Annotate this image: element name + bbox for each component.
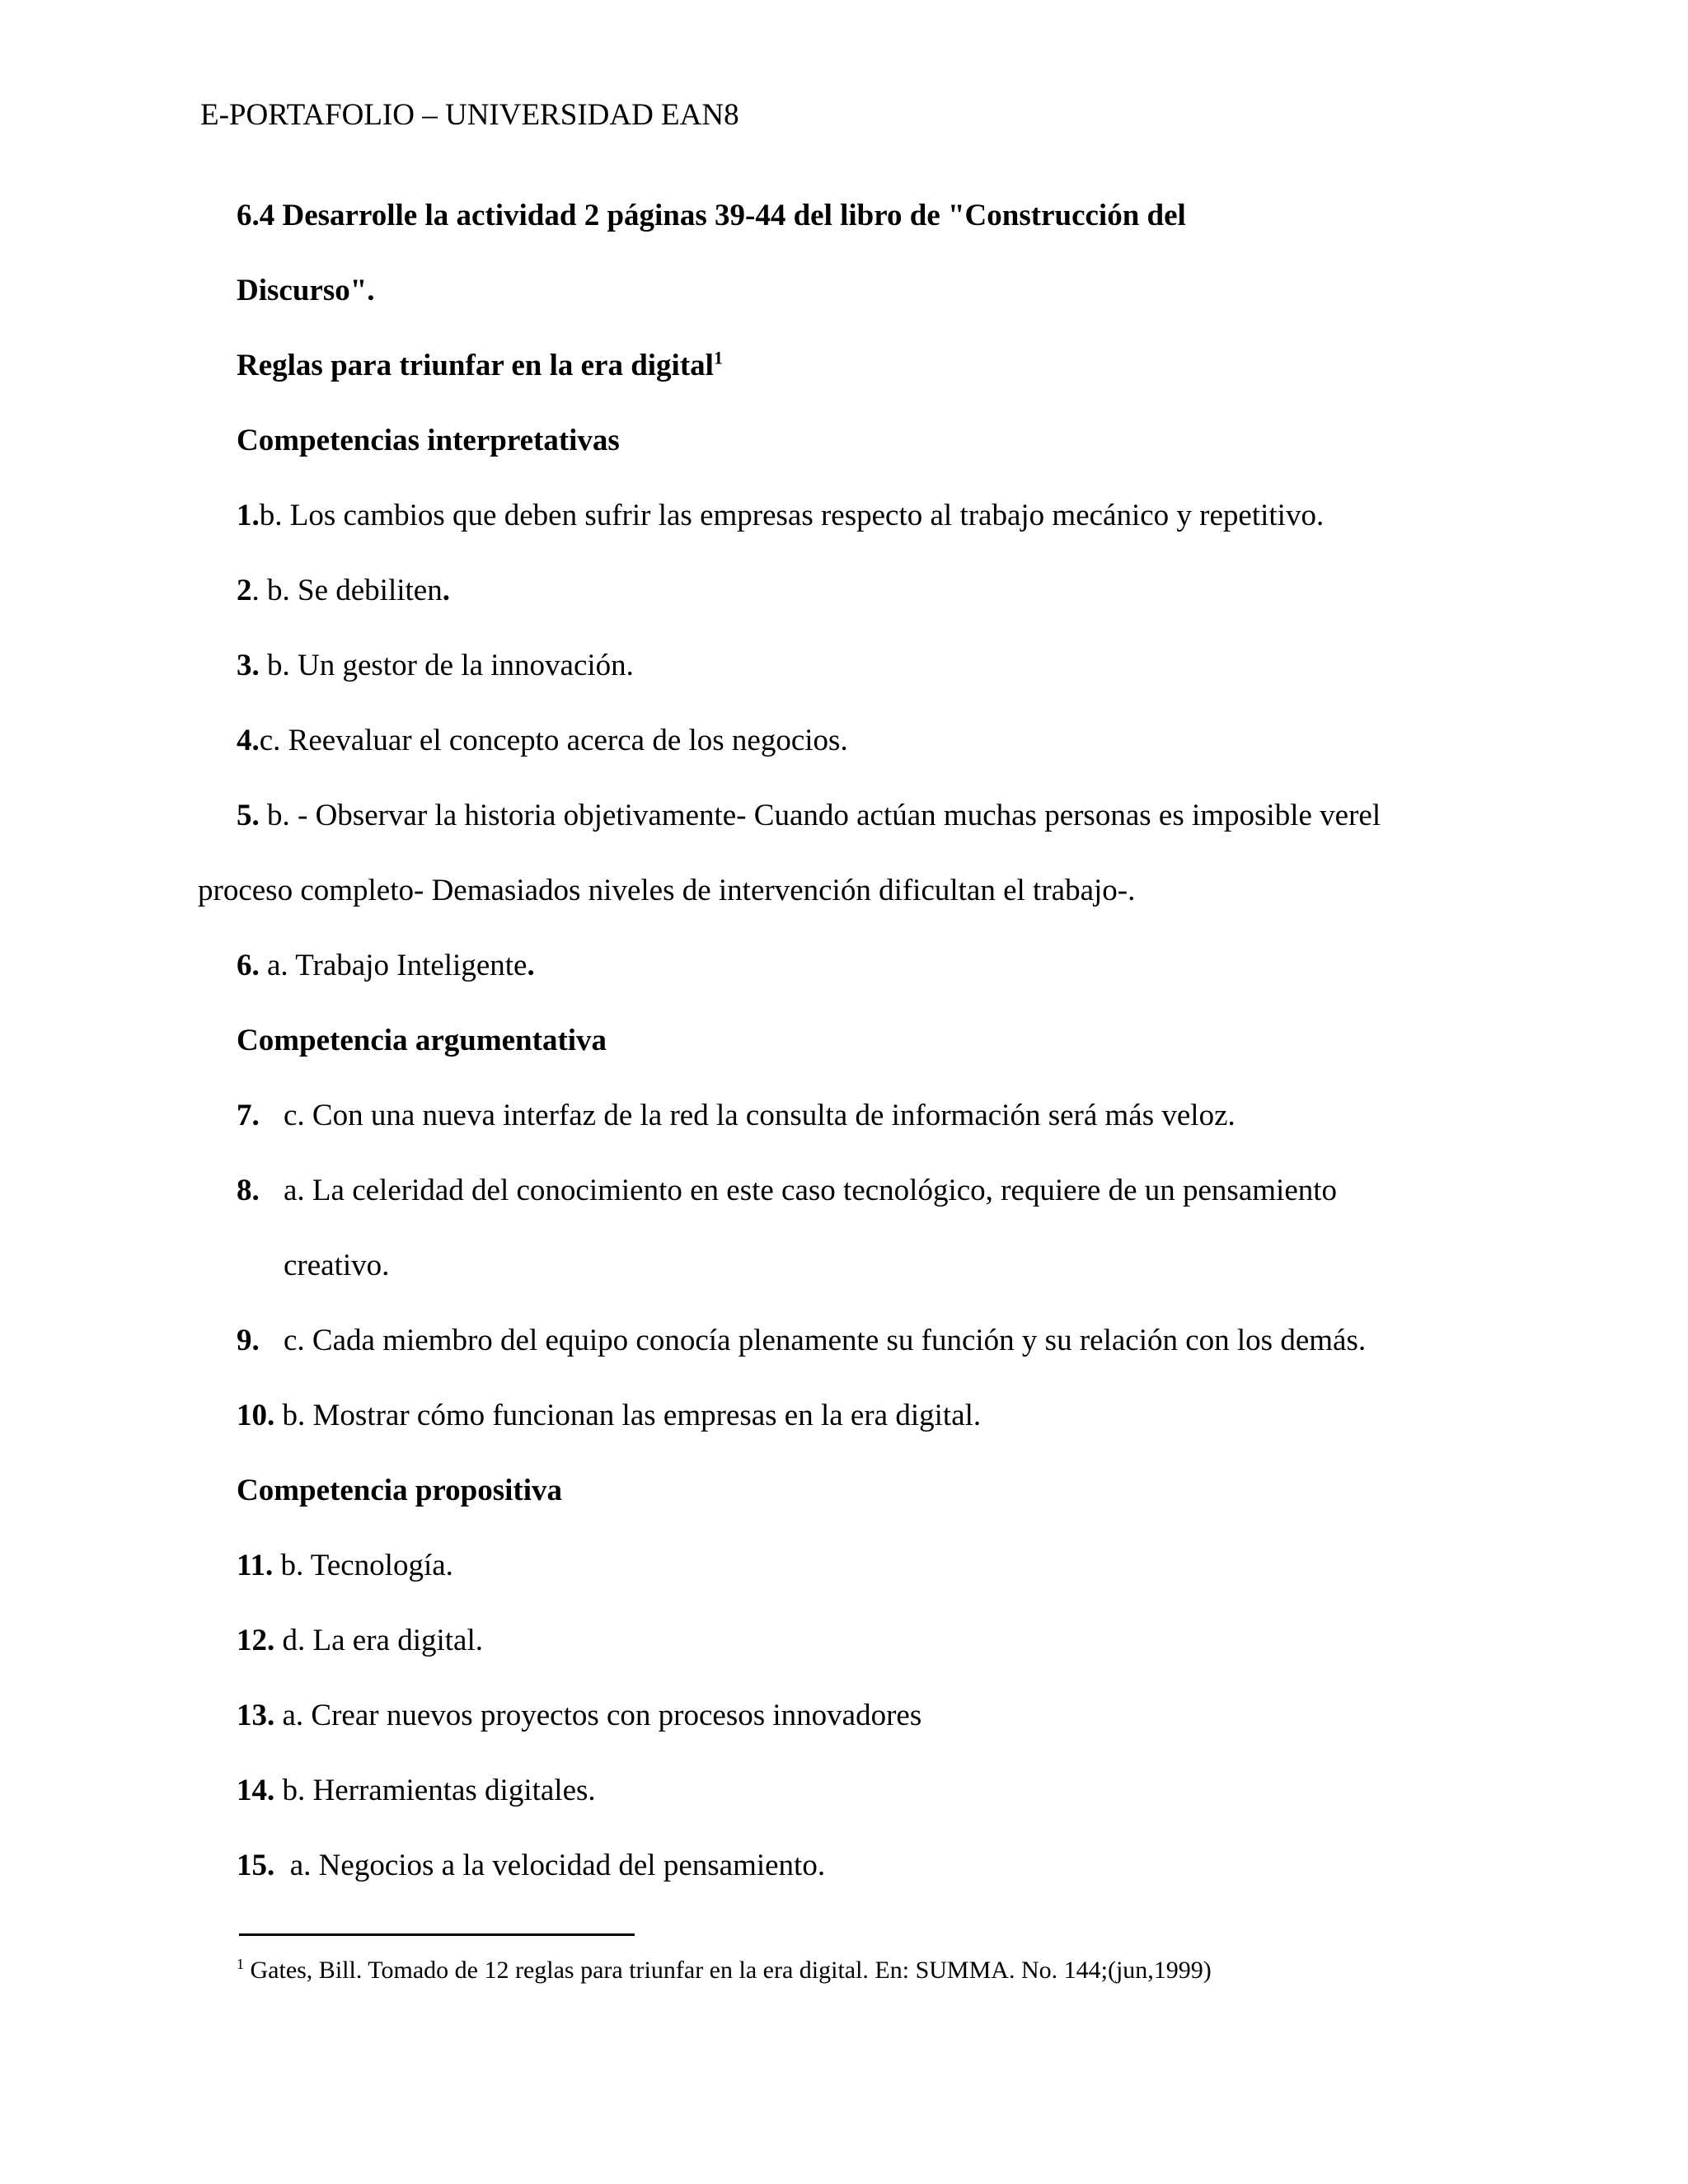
item-text: b. - Observar la historia objetivamente- Cuando actúan muchas personas es imposible verel — [259, 799, 1381, 832]
item-number: 5. — [237, 799, 260, 832]
item-number: 8. — [237, 1174, 260, 1207]
item-text: c. Cada miembro del equipo conocía plenamente su función y su relación con los demás. — [284, 1324, 1367, 1357]
item-text: . b. Se debiliten — [251, 574, 443, 607]
answer-item-5-continuation: proceso completo- Demasiados niveles de intervención dificultan el trabajo-. — [198, 874, 1136, 907]
item-text: c. Reevaluar el concepto acerca de los negocios. — [259, 724, 848, 757]
section-heading-propositiva: Competencia propositiva — [237, 1474, 563, 1507]
item-number: 14. — [237, 1774, 275, 1807]
item-text: c. Con una nueva interfaz de la red la consulta de información será más veloz. — [284, 1099, 1236, 1132]
answer-item-4 — [237, 723, 848, 759]
item-text: b. Herramientas digitales. — [274, 1774, 596, 1807]
item-text: b. Los cambios que deben sufrir las empresas respecto al trabajo mecánico y repetitivo. — [259, 499, 1325, 532]
answer-item-7 — [237, 1098, 1236, 1134]
answer-item-1 — [237, 498, 1324, 534]
item-text: d. La era digital. — [274, 1624, 483, 1657]
section-heading-interpretativas: Competencias interpretativas — [237, 424, 620, 457]
footnote — [237, 1956, 1212, 1985]
item-text: a. Crear nuevos proyectos con procesos innovadores — [274, 1699, 922, 1732]
answer-item-9 — [237, 1323, 1366, 1359]
answer-item-5 — [237, 798, 1381, 834]
item-text: b. Un gestor de la innovación. — [259, 649, 634, 682]
answer-item-10 — [237, 1398, 981, 1434]
item-number: 4. — [237, 724, 260, 757]
item-tail: . — [442, 574, 450, 607]
answer-item-3 — [237, 648, 634, 684]
item-number: 10. — [237, 1399, 275, 1432]
answer-item-11 — [237, 1548, 453, 1584]
article-heading — [237, 348, 723, 384]
section-heading-argumentativa: Competencia argumentativa — [237, 1024, 607, 1057]
answer-item-6 — [237, 948, 535, 984]
item-number: 2 — [237, 574, 252, 607]
item-text: a. Negocios a la velocidad del pensamiento. — [274, 1849, 826, 1882]
item-number: 6. — [237, 949, 260, 982]
item-number: 1. — [237, 499, 260, 532]
footnote-separator — [239, 1933, 635, 1936]
footnote-mark: 1 — [237, 1956, 244, 1972]
item-text: b. Mostrar cómo funcionan las empresas en la era digital. — [274, 1399, 982, 1432]
page-header: E-PORTAFOLIO – UNIVERSIDAD EAN8 — [200, 98, 739, 132]
activity-title-line-1: 6.4 Desarrolle la actividad 2 páginas 39-44 del libro de "Construcción del — [237, 199, 1186, 232]
answer-item-13 — [237, 1698, 921, 1734]
item-tail: . — [527, 949, 535, 982]
footnote-text: Gates, Bill. Tomado de 12 reglas para triunfar en la era digital. En: SUMMA. No. 144;(jun,1999) — [244, 1957, 1212, 1984]
item-text: a. La celeridad del conocimiento en este caso tecnológico, requiere de un pensamiento — [284, 1174, 1338, 1207]
item-number: 13. — [237, 1699, 275, 1732]
item-number: 12. — [237, 1624, 275, 1657]
item-number: 3. — [237, 649, 260, 682]
answer-item-2 — [237, 573, 450, 609]
footnote-reference: 1 — [713, 347, 724, 368]
article-heading-text: Reglas para triunfar en la era digital — [237, 349, 714, 382]
item-number: 15. — [237, 1849, 275, 1882]
item-number: 9. — [237, 1324, 260, 1357]
item-text: b. Tecnología. — [273, 1549, 453, 1582]
activity-title-line-2: Discurso". — [237, 274, 375, 307]
item-text: a. Trabajo Inteligente — [259, 949, 528, 982]
answer-item-12 — [237, 1623, 483, 1659]
answer-item-15 — [237, 1848, 825, 1884]
item-number: 7. — [237, 1099, 260, 1132]
answer-item-8 — [237, 1173, 1337, 1209]
answer-item-14 — [237, 1773, 596, 1809]
item-number: 11. — [237, 1549, 274, 1582]
answer-item-8-continuation: creativo. — [284, 1249, 390, 1282]
